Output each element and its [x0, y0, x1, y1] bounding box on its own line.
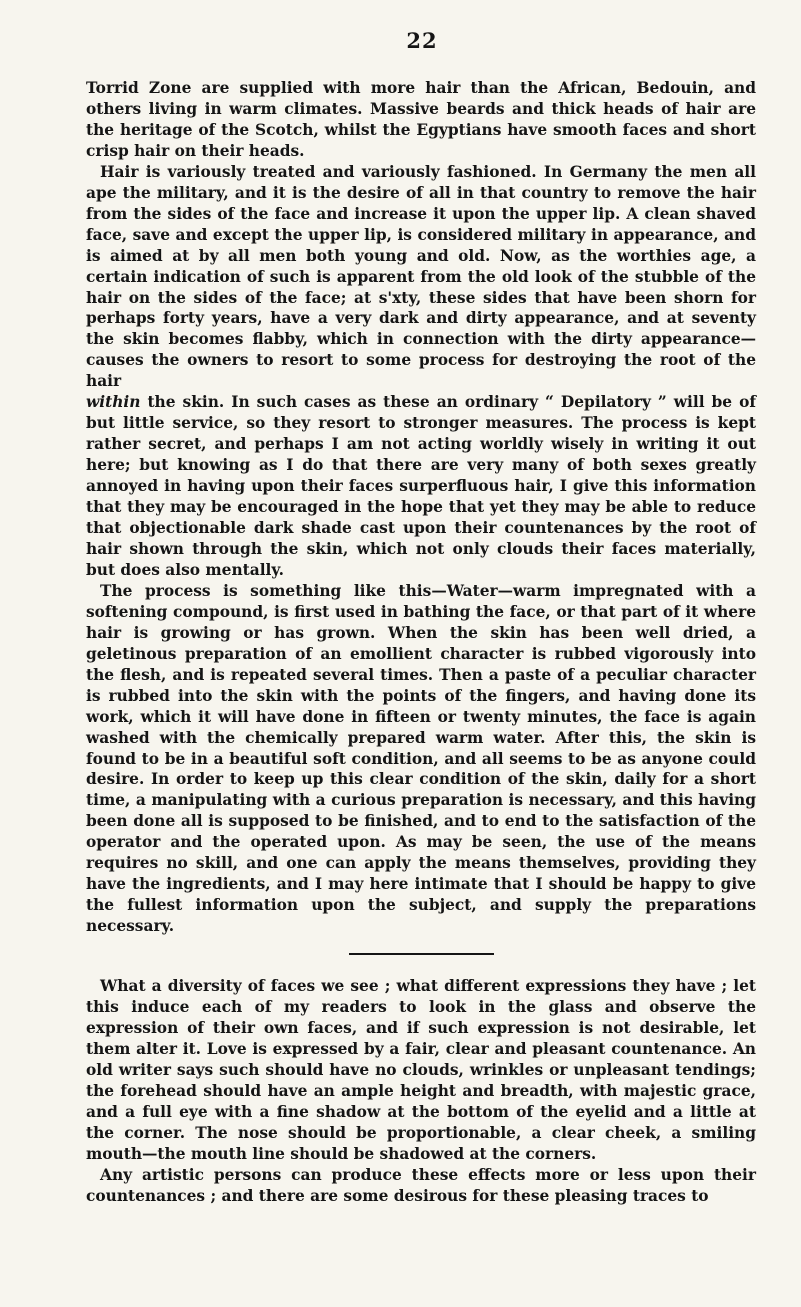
paragraph-faces: What a diversity of faces we see ; what different expressions they have ; let this induce each of my readers to look in the glass and observe the expression of their own faces, and if such expression is not desirable, let them alter it. Love is expressed by a fair, clear and pleasant countenance. An old writer says such should have no clouds, wrinkles or unpleasant tendings; the forehead should have an ample height and breadth, with majestic grace, and a full eye with a fine shadow at the bottom of the eyelid and a little at the corner. The nose should be proportionable, a clear cheek, a smiling mouth—the mouth line should be shadowed at the corners. — [86, 977, 756, 1163]
paragraph-continuation: Torrid Zone are supplied with more hair than the African, Bedouin, and others living in warm climates. Massive beards and thick heads of hair are the heritage of the Scotch, whilst the Egyptians have smooth faces and short crisp hair on their heads. — [86, 79, 756, 160]
book-page — [86, 28, 756, 1207]
paragraph-depilatory-text: the skin. In such cases as these an ordinary “ Depilatory ” will be of but little service, so they resort to stronger measures. The process is kept rather secret, and perhaps I am not acting worldly wisely in writing it out here; but knowing as I do that there are very many of both sexes greatly annoyed in having upon their faces surperfluous hair, I give this information that they may be encouraged in the hope that yet they may be able to reduce that objectionable dark shade cast upon their countenances by the root of hair shown through the skin, which not only clouds their faces materially, but does also mentally. — [86, 393, 756, 579]
italic-word: within — [86, 393, 141, 412]
paragraph-artistic: Any artistic persons can produce these effects more or less upon their countenances ; and there are some desirous for these pleasing traces to — [86, 1165, 756, 1205]
section-divider — [349, 953, 494, 955]
paragraph-process: The process is something like this—Water—warm impregnated with a softening compound, is first used in bathing the face, or that part of it where hair is growing or has grown. When the skin has been well dried, a geletinous preparation of an emollient character is rubbed vigorously into the flesh, and is repeated several times. Then a paste of a peculiar character is rubbed into the skin with the points of the fingers, and having done its work, which it will have done in fifteen or twenty minutes, the face is again washed with the chemically prepared warm water. After this, the skin is found to be in a beautiful soft condition, and all seems to be as anyone could desire. In order to keep up this clear condition of the skin, daily for a short time, a manipulating with a curious preparation is necessary, and this having been done all is supposed to be finished, and to end to the satisfaction of the operator and the operated upon. As may be seen, the use of the means requires no skill, and one can apply the means themselves, providing they have the ingredients, and I may here intimate that I should be happy to give the fullest information upon the subject, and supply the preparations necessary. — [86, 581, 756, 936]
paragraph-depilatory — [86, 392, 756, 581]
paragraph-hair-treatment: Hair is variously treated and variously fashioned. In Germany the men all ape the military, and it is the desire of all in that country to remove the hair from the sides of the face and increase it upon the upper lip. A clean shaved face, save and except the upper lip, is considered military in appearance, and is aimed at by all men both young and old. Now, as the worthies age, a certain indication of such is apparent from the old look of the stubble of the hair on the sides of the face; at s'xty, these sides that have been shorn for perhaps forty years, have a very dark and dirty appearance, and at seventy the skin becomes flabby, which in connection with the dirty appearance—causes the owners to resort to some process for destroying the root of the hair — [86, 162, 756, 391]
page-number: 22 — [406, 28, 438, 53]
